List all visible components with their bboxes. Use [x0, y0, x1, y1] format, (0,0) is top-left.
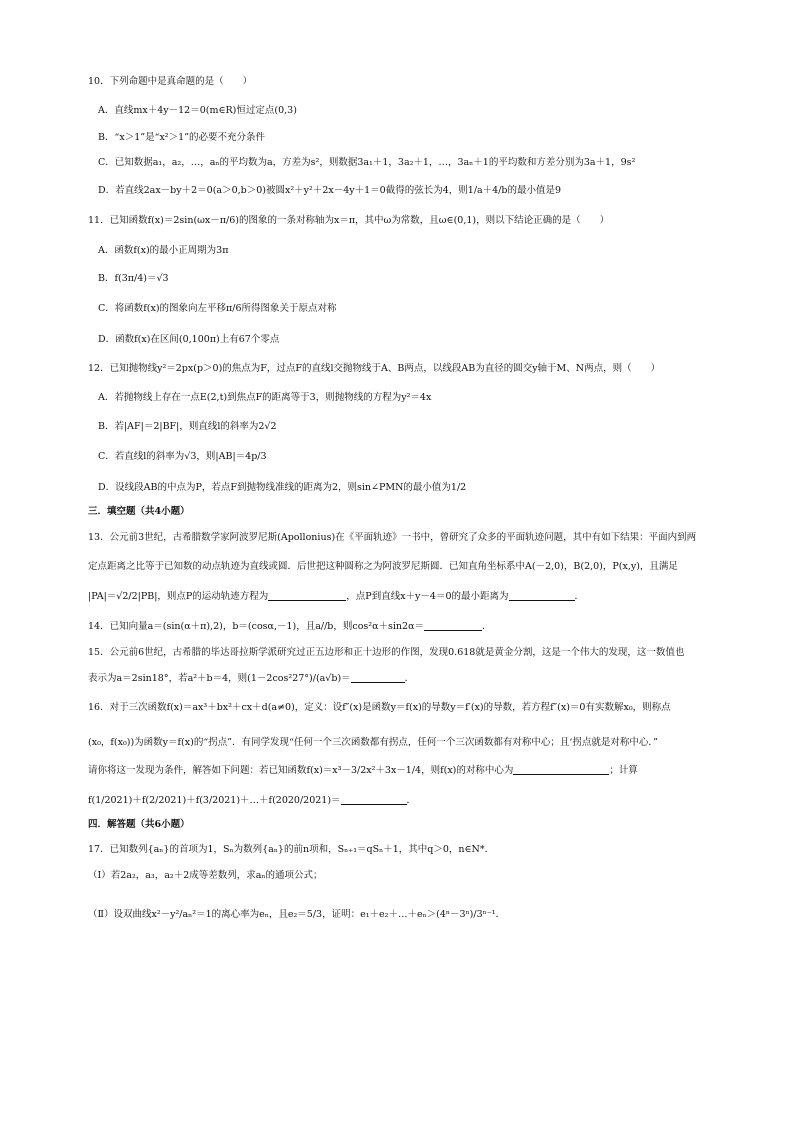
q11-option-c: C．将函数f(x)的图象向左平移π/6所得图象关于原点对称 — [98, 303, 337, 314]
q10-option-d: D．若直线2ax－by＋2＝0(a＞0,b＞0)被圆x²＋y²＋2x－4y＋1＝0截得的弦长为4，则1/a＋4/b的最小值是9 — [98, 185, 562, 196]
q11-stem: 11．已知函数f(x)＝2sin(ωx－π/6)的图象的一条对称轴为x＝π，其中ω为常数，且ω∈(0,1)，则以下结论正确的是（ ） — [88, 215, 610, 226]
q16-line-3 — [88, 764, 704, 778]
q15-answer-blank[interactable] — [351, 672, 405, 683]
q17-stem: 17．已知数列{aₙ}的首项为1，Sₙ为数列{aₙ}的前n项和，Sₙ₊₁＝qSₙ＋1，其中q＞0，n∈N*． — [88, 844, 495, 855]
q10-option-b: B．“x＞1”是“x²＞1”的必要不充分条件 — [98, 132, 266, 143]
q14-line — [88, 620, 704, 634]
q14-text: 14．已知向量a＝(sin(α＋π),2)，b＝(cosα,－1)，且a//b，则cos²α＋sin2α＝ — [88, 621, 424, 632]
q12-option-b: B．若|AF|＝2|BF|，则直线l的斜率为2√2 — [98, 421, 277, 432]
q13-text-b: ，点P到直线x＋y－4＝0的最小距离为 — [346, 591, 509, 602]
q16-text-a: 请你将这一发现为条件，解答如下问题：若已知函数f(x)＝x³－3/2x²＋3x－1/4，则f(x)的对称中心为 — [88, 765, 514, 776]
section-fill-in-heading: 三．填空题（共4小题） — [88, 506, 190, 517]
q17-part-2: （Ⅱ）设双曲线x²－y²/aₙ²＝1的离心率为eₙ，且e₂＝5/3，证明：e₁＋e₂＋…＋eₙ＞(4ⁿ－3ⁿ)/3ⁿ⁻¹． — [88, 909, 506, 920]
q10-stem: 10．下列命题中是真命题的是（ ） — [88, 76, 253, 87]
q14-end: ． — [482, 621, 492, 632]
q12-option-a: A．若抛物线上存在一点E(2,t)到焦点F的距离等于3，则抛物线的方程为y²＝4x — [98, 392, 432, 403]
q17-part-1: （Ⅰ）若2a₂，a₃，a₂＋2成等差数列，求aₙ的通项公式； — [88, 870, 323, 881]
q16-line-4 — [88, 794, 704, 808]
q13-answer-blank-2[interactable] — [509, 590, 575, 601]
q15-line-1: 15．公元前6世纪，古希腊的毕达哥拉斯学派研究过正五边形和正十边形的作图，发现0.618就是黄金分割，这是一个伟大的发现，这一数值也 — [88, 647, 685, 658]
section-solve-heading: 四．解答题（共6小题） — [88, 819, 190, 830]
q13-line-1: 13．公元前3世纪，古希腊数学家阿波罗尼斯(Apollonius)在《平面轨迹》一书中，曾研究了众多的平面轨迹问题，其中有如下结果：平面内到两 — [88, 532, 697, 543]
q16-answer-blank-1[interactable] — [513, 764, 609, 775]
q16-text-c: f(1/2021)＋f(2/2021)＋f(3/2021)＋…＋f(2020/2021)＝ — [88, 795, 341, 806]
q12-option-d: D．设线段AB的中点为P，若点F到抛物线准线的距离为2，则sin∠PMN的最小值为1/2 — [98, 482, 467, 493]
q10-option-c: C．已知数据a₁，a₂，…，aₙ的平均数为a，方差为s²，则数据3a₁＋1，3a₂＋1，…，3aₙ＋1的平均数和方差分别为3a＋1，9s² — [98, 157, 636, 168]
q12-stem: 12．已知抛物线y²＝2px(p＞0)的焦点为F，过点F的直线l交抛物线于A、B两点，以线段AB为直径的圆交y轴于M、N两点，则（ ） — [88, 363, 661, 374]
q16-text-b: ；计算 — [609, 765, 638, 776]
q15-line-2 — [88, 672, 704, 686]
q16-end: ． — [406, 795, 417, 806]
q16-line-2: (x₀，f(x₀))为函数y＝f(x)的“拐点”．有同学发现“任何一个三次函数都有拐点，任何一个三次函数都有对称中心；且‘拐点就是对称中心．” — [88, 737, 659, 748]
q11-option-d: D．函数f(x)在区间(0,100π)上有67个零点 — [98, 334, 280, 345]
q11-option-b: B．f(3π/4)＝√3 — [98, 273, 169, 284]
q16-line-1: 16．对于三次函数f(x)＝ax³＋bx²＋cx＋d(a≠0)，定义：设f″(x)是函数y＝f(x)的导数y＝f′(x)的导数，若方程f″(x)＝0有实数解x₀，则称点 — [88, 702, 671, 713]
q13-answer-blank-1[interactable] — [268, 590, 346, 601]
q14-answer-blank[interactable] — [424, 620, 482, 631]
q15-end: ． — [404, 673, 415, 684]
q10-option-a: A．直线mx＋4y－12＝0(m∈R)恒过定点(0,3) — [98, 105, 297, 116]
q13-text-c: ． — [574, 591, 585, 602]
q12-option-c: C．若直线l的斜率为√3，则|AB|＝4p/3 — [98, 451, 267, 462]
q11-option-a: A．函数f(x)的最小正周期为3π — [98, 245, 229, 256]
q13-line-2: 定点距离之比等于已知数的动点轨迹为直线或圆．后世把这种圆称之为阿波罗尼斯圆．已知直角坐标系中A(－2,0)，B(2,0)，P(x,y)，且满足 — [88, 561, 678, 572]
q13-line-3 — [88, 590, 704, 604]
q13-text-a: |PA|＝√2/2|PB|，则点P的运动轨迹方程为 — [88, 591, 269, 602]
q15-text: 表示为a＝2sin18°，若a²＋b＝4，则(1－2cos²27°)/(a√b)＝ — [88, 673, 351, 684]
q16-answer-blank-2[interactable] — [341, 794, 407, 805]
